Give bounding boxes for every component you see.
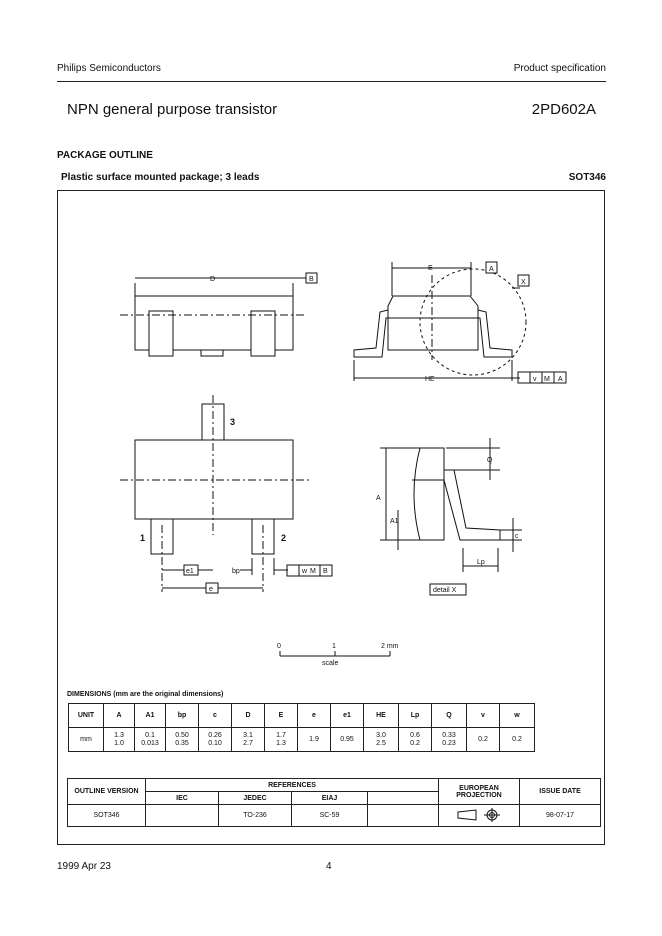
page-number: 4 bbox=[326, 861, 332, 872]
iec-value bbox=[146, 805, 219, 827]
tolerance-w: w bbox=[302, 568, 308, 575]
dim-label-D: D bbox=[210, 276, 216, 283]
jedec-value: TO-236 bbox=[219, 805, 292, 827]
scale-tick-1: 1 bbox=[332, 643, 336, 650]
dim-label-c: c bbox=[515, 533, 519, 540]
dim-value-line: 0.2 bbox=[410, 739, 420, 747]
pin-3-label: 3 bbox=[230, 417, 236, 427]
dim-label-A: A bbox=[376, 495, 381, 502]
detail-x-label: detail X bbox=[433, 587, 457, 594]
dim-value-line: 1.3 bbox=[276, 739, 286, 747]
dim-value-0 bbox=[69, 728, 104, 752]
dim-value-9 bbox=[364, 728, 399, 752]
dim-value-line: 3.1 bbox=[243, 731, 253, 739]
scale-tick-2: 2 mm bbox=[381, 643, 399, 650]
tolerance-datum-B: B bbox=[323, 568, 328, 575]
dim-header-1: A bbox=[104, 704, 135, 728]
references-table bbox=[67, 778, 601, 827]
dim-value-line: 0.1 bbox=[145, 731, 155, 739]
dim-label-e: e bbox=[209, 586, 213, 593]
references-header: REFERENCES bbox=[146, 779, 439, 792]
dim-value-5 bbox=[232, 728, 265, 752]
european-projection-header: EUROPEAN PROJECTION bbox=[439, 779, 520, 805]
dim-value-13 bbox=[500, 728, 535, 752]
dim-value-6 bbox=[265, 728, 298, 752]
jedec-header: JEDEC bbox=[219, 792, 292, 805]
dim-value-line: 2.7 bbox=[243, 739, 253, 747]
dim-label-bp: bp bbox=[232, 568, 240, 575]
dim-label-E: E bbox=[428, 265, 433, 272]
dim-value-line: 1.3 bbox=[114, 731, 124, 739]
tolerance-M: M bbox=[544, 376, 550, 383]
datum-label-B: B bbox=[309, 276, 314, 283]
dim-value-7 bbox=[298, 728, 331, 752]
projection-symbol-icon bbox=[439, 805, 520, 827]
dim-value-line: 0.35 bbox=[175, 739, 189, 747]
dim-value-line: 2.5 bbox=[376, 739, 386, 747]
section-heading: PACKAGE OUTLINE bbox=[57, 150, 153, 161]
datum-label-A: A bbox=[489, 266, 494, 273]
company-name: Philips Semiconductors bbox=[57, 63, 161, 74]
dim-value-line: 0.95 bbox=[340, 735, 354, 743]
dim-header-7: e bbox=[298, 704, 331, 728]
dim-value-line: 0.10 bbox=[208, 739, 222, 747]
pin-2-label: 2 bbox=[281, 533, 287, 543]
tolerance-M2: M bbox=[310, 568, 316, 575]
detail-label-X: X bbox=[521, 279, 526, 286]
dim-label-Lp: Lp bbox=[477, 559, 485, 566]
iec-header: IEC bbox=[146, 792, 219, 805]
dim-label-Q: Q bbox=[487, 457, 493, 464]
dim-label-A1: A1 bbox=[390, 518, 399, 525]
scale-label: scale bbox=[322, 660, 339, 667]
dim-value-line: 0.23 bbox=[442, 739, 456, 747]
references-blank-header bbox=[368, 792, 439, 805]
scale-tick-0: 0 bbox=[277, 643, 281, 650]
footer-date: 1999 Apr 23 bbox=[57, 861, 111, 872]
dim-header-4: c bbox=[199, 704, 232, 728]
dim-header-6: E bbox=[265, 704, 298, 728]
dim-value-2 bbox=[135, 728, 166, 752]
issue-date-header: ISSUE DATE bbox=[520, 779, 601, 805]
pin-1-label: 1 bbox=[140, 533, 146, 543]
dim-value-11 bbox=[432, 728, 467, 752]
references-blank-value bbox=[368, 805, 439, 827]
dim-value-line: 3.0 bbox=[376, 731, 386, 739]
eiaj-header: EIAJ bbox=[292, 792, 368, 805]
tolerance-datum-A: A bbox=[558, 376, 563, 383]
dim-header-12: v bbox=[467, 704, 500, 728]
eiaj-value: SC-59 bbox=[292, 805, 368, 827]
dim-value-8 bbox=[331, 728, 364, 752]
dim-value-line: 0.26 bbox=[208, 731, 222, 739]
dim-value-line: 0.013 bbox=[141, 739, 159, 747]
dim-label-HE: HE bbox=[425, 376, 435, 383]
document-type: Product specification bbox=[513, 63, 606, 74]
package-description: Plastic surface mounted package; 3 leads bbox=[61, 172, 260, 183]
dim-value-line: 0.6 bbox=[410, 731, 420, 739]
dim-value-line: 1.7 bbox=[276, 731, 286, 739]
package-code: SOT346 bbox=[568, 172, 606, 183]
dim-header-9: HE bbox=[364, 704, 399, 728]
dim-header-5: D bbox=[232, 704, 265, 728]
dim-value-line: 0.2 bbox=[512, 735, 522, 743]
dim-value-line: mm bbox=[80, 735, 92, 743]
dim-value-line: 0.33 bbox=[442, 731, 456, 739]
dim-header-3: bp bbox=[166, 704, 199, 728]
dim-value-3 bbox=[166, 728, 199, 752]
dim-header-11: Q bbox=[432, 704, 467, 728]
dim-header-13: w bbox=[500, 704, 535, 728]
dim-value-line: 0.2 bbox=[478, 735, 488, 743]
dim-header-8: e1 bbox=[331, 704, 364, 728]
tolerance-v: v bbox=[533, 376, 537, 383]
dim-header-10: Lp bbox=[399, 704, 432, 728]
outline-version-header: OUTLINE VERSION bbox=[68, 779, 146, 805]
dim-value-line: 1.0 bbox=[114, 739, 124, 747]
dim-value-12 bbox=[467, 728, 500, 752]
page-title: NPN general purpose transistor bbox=[67, 101, 278, 118]
dim-value-4 bbox=[199, 728, 232, 752]
dim-value-line: 0.50 bbox=[175, 731, 189, 739]
dim-value-1 bbox=[104, 728, 135, 752]
outline-version-value: SOT346 bbox=[68, 805, 146, 827]
dimensions-table bbox=[68, 703, 535, 752]
dim-header-2: A1 bbox=[135, 704, 166, 728]
issue-date-value: 98-07-17 bbox=[520, 805, 601, 827]
dim-value-10 bbox=[399, 728, 432, 752]
dim-header-0: UNIT bbox=[69, 704, 104, 728]
dim-label-e1: e1 bbox=[186, 568, 194, 575]
dim-value-line: 1.9 bbox=[309, 735, 319, 743]
dimensions-title: DIMENSIONS (mm are the original dimensions) bbox=[67, 691, 224, 698]
part-number: 2PD602A bbox=[531, 101, 596, 118]
